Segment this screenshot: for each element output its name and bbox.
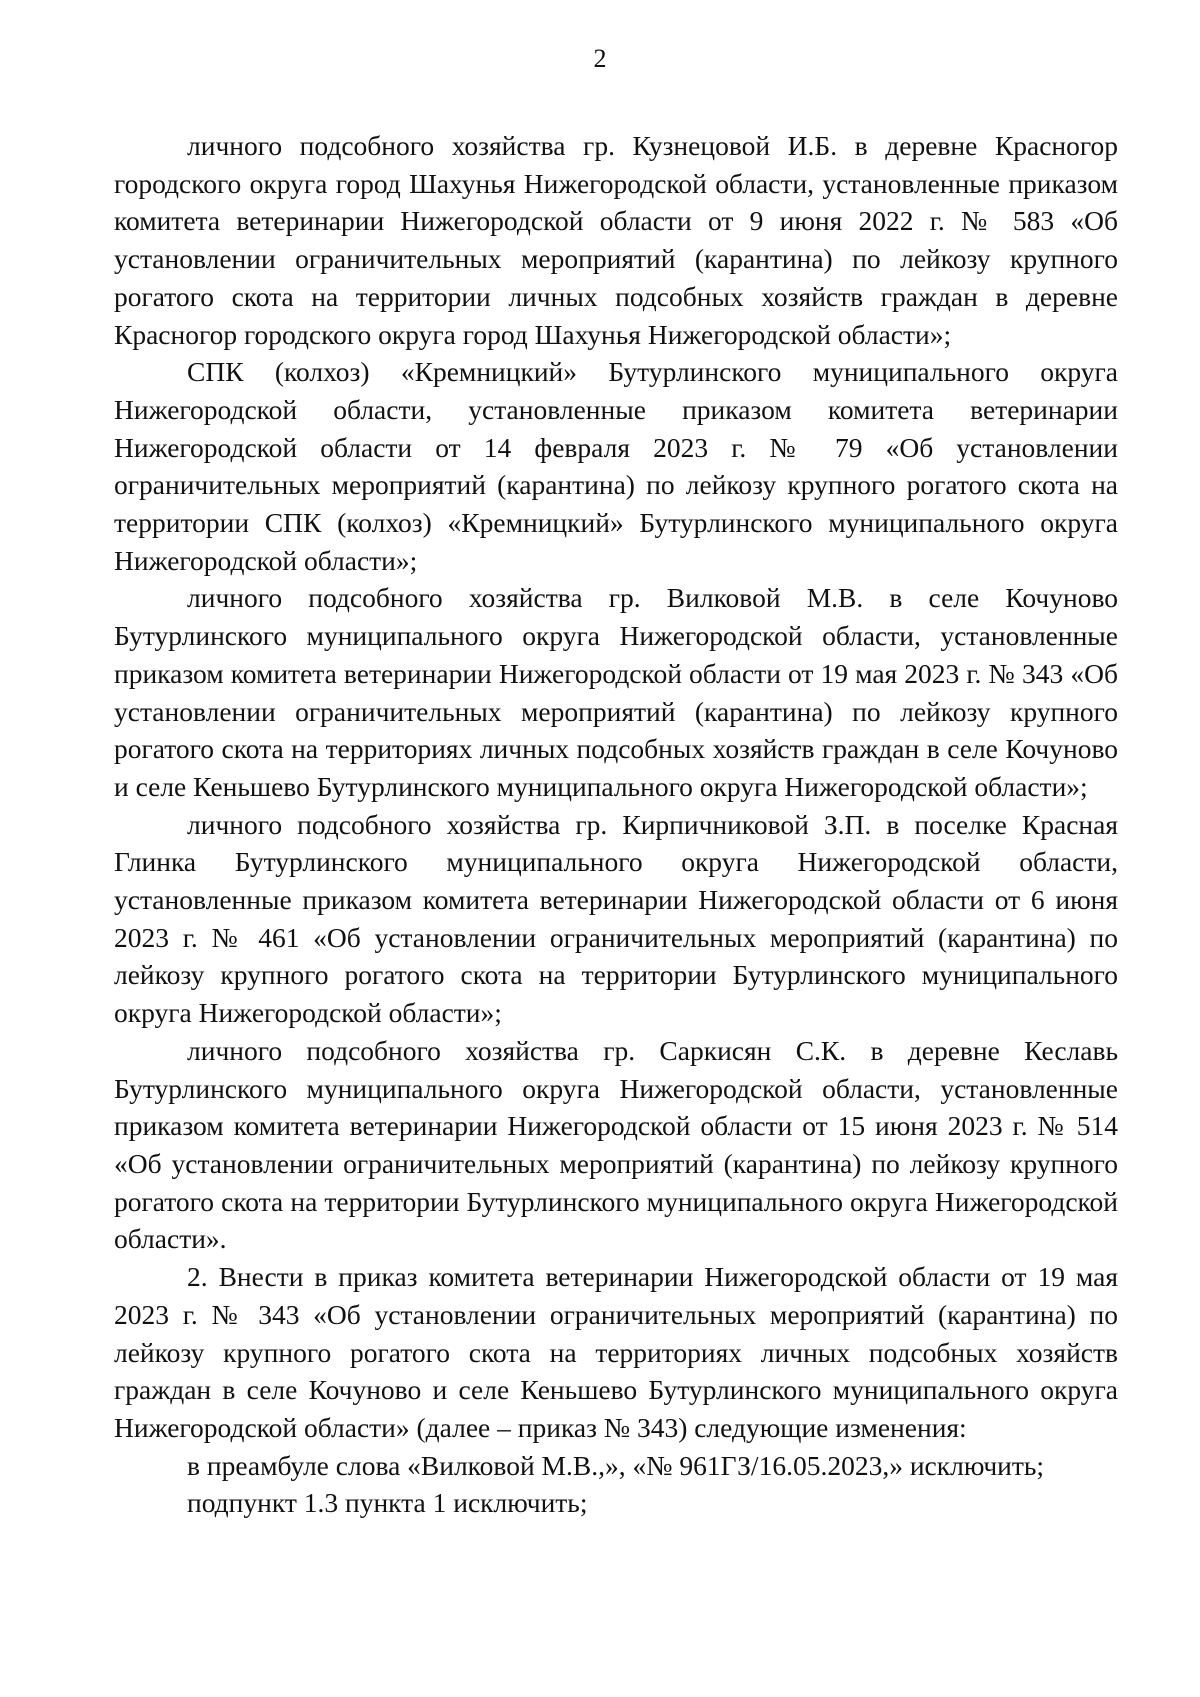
paragraph-spk-kremnitsky: СПК (колхоз) «Кремницкий» Бутурлинского муниципального округа Нижегородской области, установленные приказом комитета ветеринарии Нижегородской области от 14 февраля 2023 г. № 79 «Об установлении ограничительных мероприятий (карантина) по лейкозу крупного рогатого скота на территории СПК (колхоз) «Кремницкий» Бутурлинского муниципального округа Нижегородской области»;	[114, 356, 1118, 576]
paragraph-vilkova: личного подсобного хозяйства гр. Вилковой М.В. в селе Кочуново Бутурлинского муниципального округа Нижегородской области, установленные приказом комитета ветеринарии Нижегородской области от 19 мая 2023 г. № 343 «Об установлении ограничительных мероприятий (карантина) по лейкозу крупного рогатого скота на территориях личных подсобных хозяйств граждан в селе Кочуново и селе Кеньшево Бутурлинского муниципального округа Нижегородской области»;	[114, 582, 1118, 802]
paragraph-item-2: 2. Внести в приказ комитета ветеринарии Нижегородской области от 19 мая 2023 г. № 343 «Об установлении ограничительных мероприятий (карантина) по лейкозу крупного рогатого скота на территориях личных подсобных хозяйств граждан в селе Кочуново и селе Кеньшево Бутурлинского муниципального округа Нижегородской области» (далее – приказ № 343) следующие изменения:	[114, 1261, 1118, 1443]
page-number: 2	[593, 44, 607, 73]
paragraph-sarkisyan: личного подсобного хозяйства гр. Саркисян С.К. в деревне Кеславь Бутурлинского муниципального округа Нижегородской области, установленные приказом комитета ветеринарии Нижегородской области от 15 июня 2023 г. № 514 «Об установлении ограничительных мероприятий (карантина) по лейкозу крупного рогатого скота на территории Бутурлинского муниципального округа Нижегородской области».	[114, 1034, 1118, 1255]
document-body	[114, 127, 1118, 1522]
paragraph-preamble-change: в преамбуле слова «Вилковой М.В.,», «№ 961ГЗ/16.05.2023,» исключить;	[187, 1449, 1045, 1481]
paragraph-kuznetsova: личного подсобного хозяйства гр. Кузнецовой И.Б. в деревне Красногор городского округа город Шахунья Нижегородской области, установленные приказом комитета ветеринарии Нижегородской области от 9 июня 2022 г. № 583 «Об установлении ограничительных мероприятий (карантина) по лейкозу крупного рогатого скота на территории личных подсобных хозяйств граждан в деревне Красногор городского округа город Шахунья Нижегородской области»;	[114, 130, 1118, 350]
paragraph-subitem-exclusion: подпункт 1.3 пункта 1 исключить;	[187, 1487, 588, 1519]
paragraph-kirpichnikova: личного подсобного хозяйства гр. Кирпичниковой З.П. в поселке Красная Глинка Бутурлинского муниципального округа Нижегородской области, установленные приказом комитета ветеринарии Нижегородской области от 6 июня 2023 г. № 461 «Об установлении ограничительных мероприятий (карантина) по лейкозу крупного рогатого скота на территории Бутурлинского муниципального округа Нижегородской области»;	[114, 808, 1118, 1029]
